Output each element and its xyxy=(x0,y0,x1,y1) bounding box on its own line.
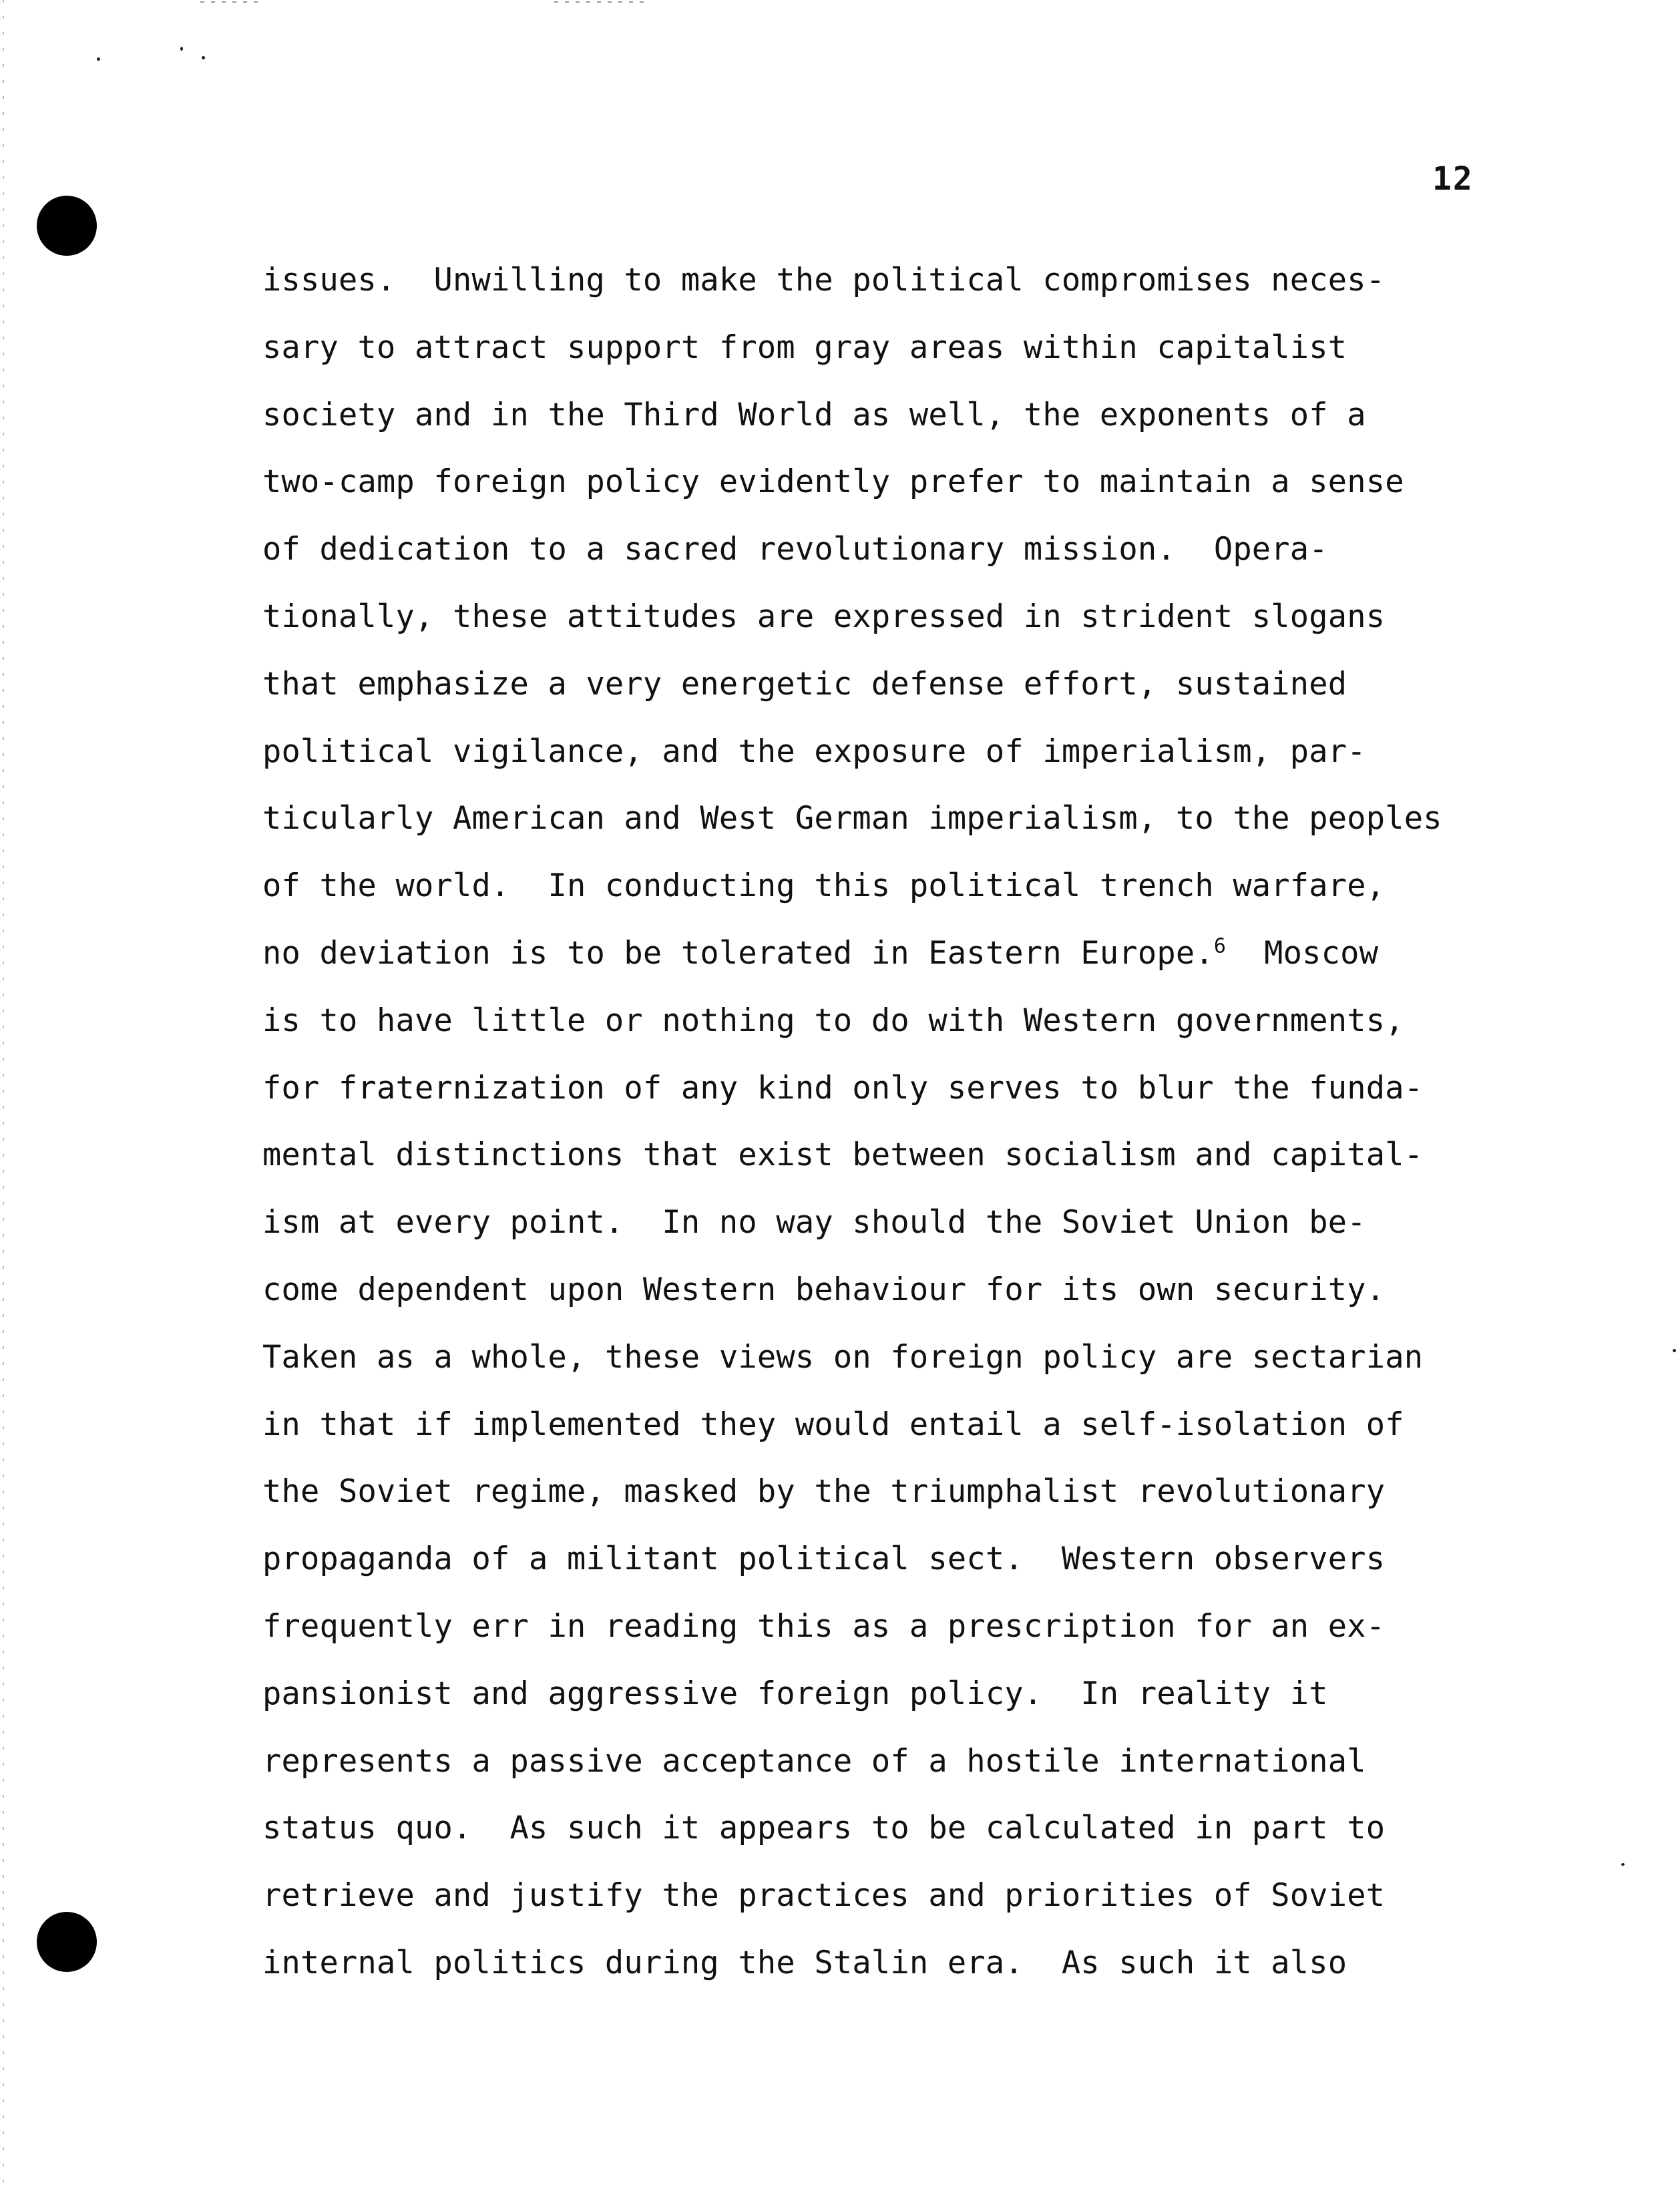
page-number: 12 xyxy=(1432,160,1474,198)
text-line: sary to attract support from gray areas within capitalist xyxy=(262,329,1347,366)
text-line: no deviation is to be tolerated in Eastern Europe.$^6$ Moscow xyxy=(262,934,1379,972)
text-line: come dependent upon Western behaviour for its own security. xyxy=(262,1271,1386,1308)
text-line: ism at every point. In no way should the Soviet Union be- xyxy=(262,1204,1366,1241)
text-line: frequently err in reading this as a prescription for an ex- xyxy=(262,1607,1386,1645)
punch-hole-bottom xyxy=(37,1912,97,1972)
text-line: propaganda of a militant political sect. Western observers xyxy=(262,1541,1386,1578)
text-line: mental distinctions that exist between socialism and capital- xyxy=(262,1137,1424,1174)
scan-speck xyxy=(1673,1349,1676,1352)
text-line: Taken as a whole, these views on foreign policy are sectarian xyxy=(262,1338,1424,1376)
punch-hole-top xyxy=(37,196,97,256)
text-line: internal politics during the Stalin era. As such it also xyxy=(262,1944,1347,1981)
footnote-reference: 6 xyxy=(1213,934,1227,958)
scan-edge-artifact xyxy=(3,0,4,2195)
text-line: is to have little or nothing to do with Western governments, xyxy=(262,1002,1404,1039)
text-line: issues. Unwilling to make the political compromises neces- xyxy=(262,262,1386,298)
body-text xyxy=(262,264,1631,2014)
text-line: tionally, these attitudes are expressed in strident slogans xyxy=(262,598,1386,635)
text-line: retrieve and justify the practices and priorities of Soviet xyxy=(262,1877,1386,1915)
text-line: of dedication to a sacred revolutionary mission. Opera- xyxy=(262,531,1328,568)
text-line: of the world. In conducting this political trench warfare, xyxy=(262,867,1386,905)
text-line: ticularly American and West German imperialism, to the peoples xyxy=(262,800,1442,837)
text-line: represents a passive acceptance of a hostile international xyxy=(262,1742,1366,1780)
text-line: that emphasize a very energetic defense effort, sustained xyxy=(262,665,1347,703)
text-line: in that if implemented they would entail a self-isolation of xyxy=(262,1406,1404,1443)
text-line: the Soviet regime, masked by the triumphalist revolutionary xyxy=(262,1473,1386,1511)
text-line: political vigilance, and the exposure of imperialism, par- xyxy=(262,733,1366,770)
text-line: society and in the Third World as well, the exponents of a xyxy=(262,396,1366,433)
scan-top-artifact-left xyxy=(200,1,260,3)
scan-speck xyxy=(97,57,100,61)
text-line: two-camp foreign policy evidently prefer to maintain a sense xyxy=(262,463,1404,501)
scan-speck xyxy=(202,56,205,59)
scan-top-artifact-center xyxy=(554,1,648,3)
text-line: pansionist and aggressive foreign policy. In reality it xyxy=(262,1675,1328,1712)
scan-speck xyxy=(180,47,183,51)
text-line: for fraternization of any kind only serves to blur the funda- xyxy=(262,1069,1424,1107)
text-line: status quo. As such it appears to be calculated in part to xyxy=(262,1810,1386,1847)
